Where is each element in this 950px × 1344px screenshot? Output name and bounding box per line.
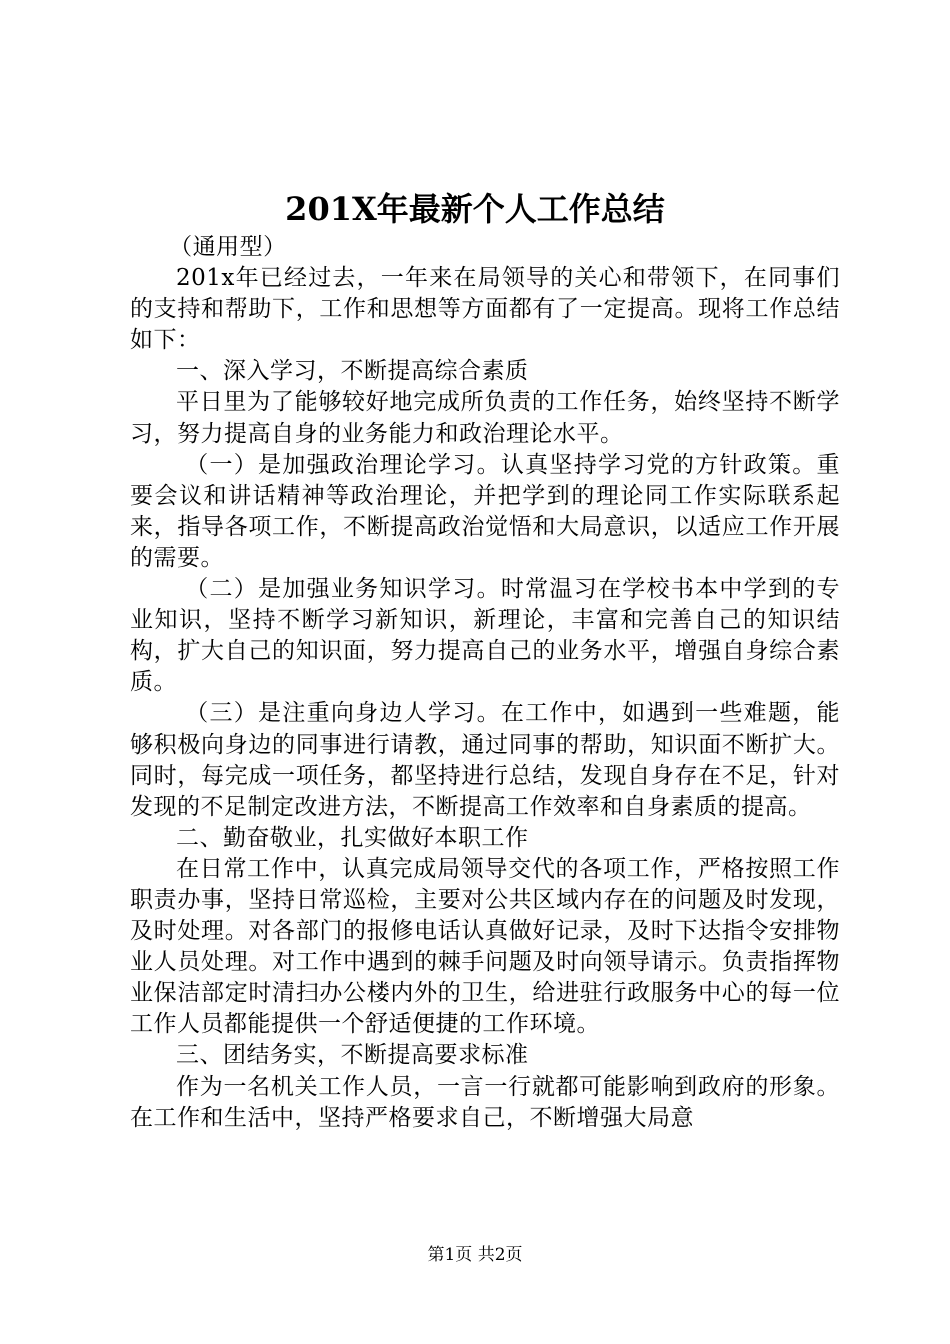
page-footer: 第1页 共2页 bbox=[427, 1245, 523, 1265]
body-paragraph: 平日里为了能够较好地完成所负责的工作任务，始终坚持不断学习，努力提高自身的业务能力和政治理论水平。 bbox=[130, 389, 840, 447]
document-body bbox=[130, 232, 840, 1134]
document-subtitle: （通用型） bbox=[169, 234, 287, 260]
body-paragraph: 作为一名机关工作人员，一言一行就都可能影响到政府的形象。在工作和生活中，坚持严格要求自己，不断增强大局意 bbox=[130, 1073, 840, 1131]
section-heading-3: 三、团结务实，不断提高要求标准 bbox=[176, 1042, 529, 1069]
body-paragraph: 在日常工作中，认真完成局领导交代的各项工作，严格按照工作职责办事，坚持日常巡检，主要对公共区域内存在的问题及时发现，及时处理。对各部门的报修电话认真做好记录，及时下达指令安排物业人员处理。对工作中遇到的棘手问题及时向领导请示。负责指挥物业保洁部定时清扫办公楼内外的卫生，给进驻行政服务中心的每一位工作人员都能提供一个舒适便捷的工作环境。 bbox=[130, 855, 840, 1038]
sub-item-paragraph: （一）是加强政治理论学习。认真坚持学习党的方针政策。重要会议和讲话精神等政治理论，并把学到的理论同工作实际联系起来，指导各项工作，不断提高政治觉悟和大局意识，以适应工作开展的需要。 bbox=[130, 451, 840, 571]
intro-paragraph: 201x年已经过去，一年来在局领导的关心和带领下，在同事们的支持和帮助下，工作和思想等方面都有了一定提高。现将工作总结如下： bbox=[130, 265, 840, 354]
document-title: 201X年最新个人工作总结 bbox=[285, 190, 665, 228]
section-heading-2: 二、勤奋敬业，扎实做好本职工作 bbox=[176, 824, 529, 851]
section-heading-1: 一、深入学习，不断提高综合素质 bbox=[176, 358, 529, 385]
sub-item-paragraph: （三）是注重向身边人学习。在工作中，如遇到一些难题，能够积极向身边的同事进行请教，通过同事的帮助，知识面不断扩大。同时，每完成一项任务，都坚持进行总结，发现自身存在不足，针对发现的不足制定改进方法，不断提高工作效率和自身素质的提高。 bbox=[130, 700, 840, 820]
sub-item-paragraph: （二）是加强业务知识学习。时常温习在学校书本中学到的专业知识，坚持不断学习新知识，新理论，丰富和完善自己的知识结构，扩大自己的知识面，努力提高自己的业务水平，增强自身综合素质。 bbox=[130, 576, 840, 696]
